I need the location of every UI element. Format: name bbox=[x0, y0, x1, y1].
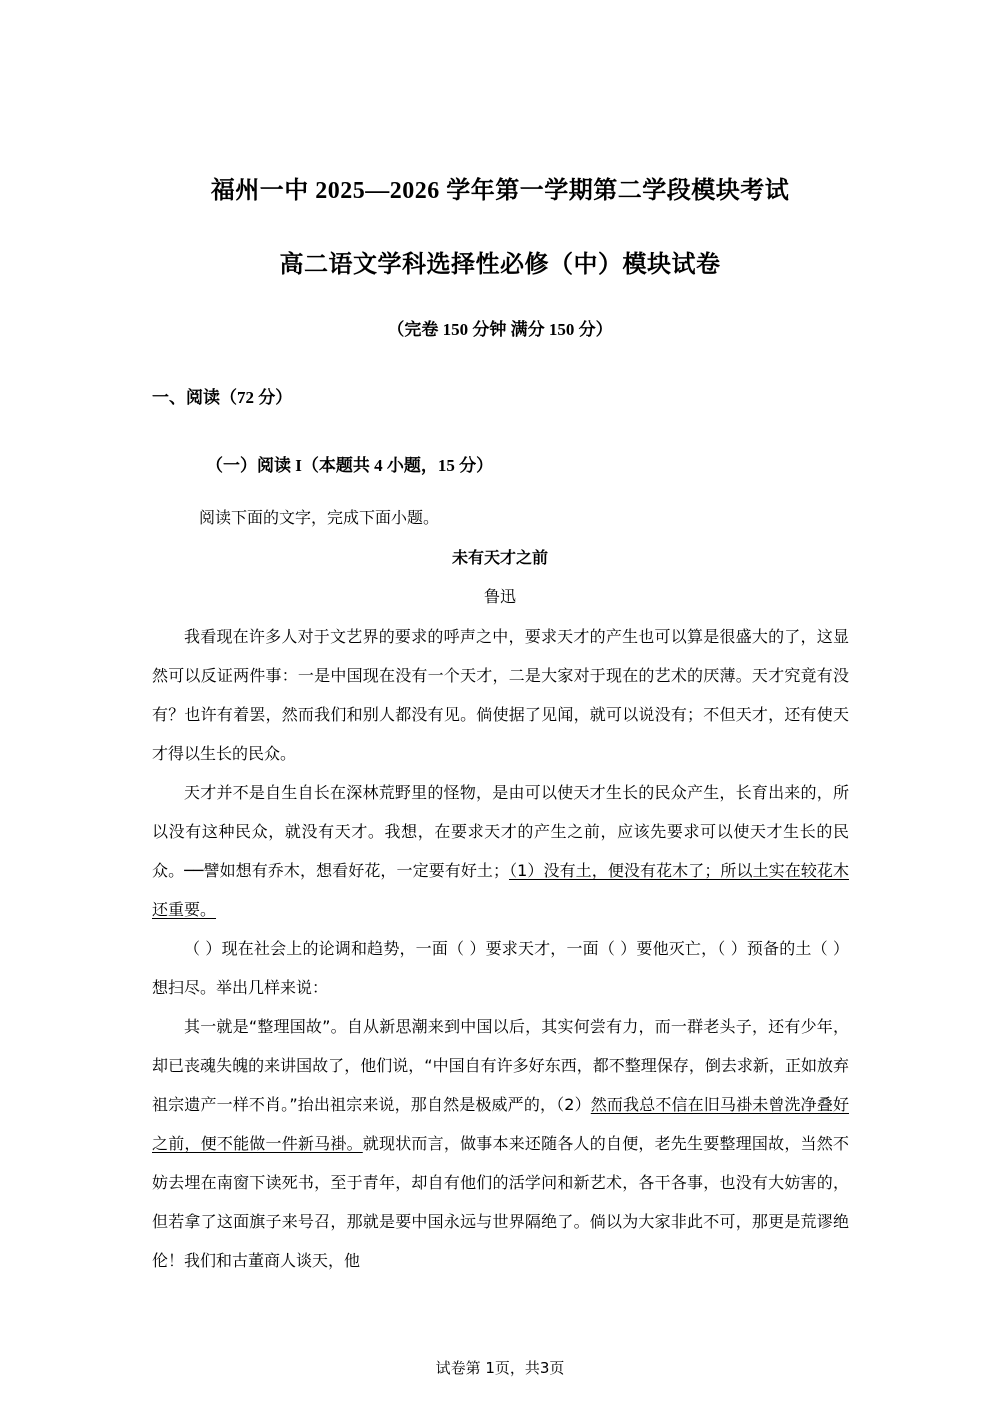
paragraph-4 bbox=[152, 1007, 849, 1280]
exam-title-line2: 高二语文学科选择性必修（中）模块试卷 bbox=[279, 252, 721, 278]
paragraph-3-text: （ ）现在社会上的论调和趋势，一面（ ）要求天才，一面（ ）要他灭亡，（ ）预备的土（ ）想扫尽。举出几样来说： bbox=[152, 939, 849, 997]
exam-info: （完卷 150 分钟 满分 150 分） bbox=[387, 320, 613, 339]
underlined-sentence-2: 然而我总不信在旧马褂未曾洗净叠好之前，便不能做一件新马褂。 bbox=[152, 1095, 849, 1153]
paragraph-4-text-a: 其一就是“整理国故”。自从新思潮来到中国以后，其实何尝有力，而一群老头子，还有少年，却已丧魂失魄的来讲国故了，他们说，“中国自有许多好东西，都不整理保存，倒去求新，正如放弃祖宗遗产一样不肖。”抬出祖宗来说，那自然是极威严的，（2） bbox=[152, 1017, 849, 1114]
paragraph-4-text-b: 就现状而言，做事本来还随各人的自便，老先生要整理国故，当然不妨去埋在南窗下读死书，至于青年，却自有他们的活学问和新艺术，各干各事，也没有大妨害的，但若拿了这面旗子来号召，那就是要中国永远与世界隔绝了。倘以为大家非此不可，那更是荒谬绝伦！我们和古董商人谈天，他 bbox=[152, 1134, 849, 1270]
section-heading: 一、阅读（72 分） bbox=[152, 388, 293, 407]
underlined-sentence-1: （1）没有土，便没有花木了；所以土实在较花木还重要。 bbox=[152, 861, 849, 919]
subsection-heading: （一）阅读 I（本题共 4 小题，15 分） bbox=[206, 456, 494, 475]
reading-instruction: 阅读下面的文字，完成下面小题。 bbox=[199, 508, 440, 527]
article-author: 鲁迅 bbox=[483, 587, 516, 606]
paragraph-3 bbox=[152, 929, 849, 1007]
paragraph-1-text: 我看现在许多人对于文艺界的要求的呼声之中，要求天才的产生也可以算是很盛大的了，这显然可以反证两件事：一是中国现在没有一个天才，二是大家对于现在的艺术的厌薄。天才究竟有没有？也许有着罢，然而我们和别人都没有见。倘使据了见闻，就可以说没有；不但天才，还有使天才得以生长的民众。 bbox=[152, 627, 849, 763]
article-body bbox=[152, 617, 849, 1280]
article-title: 未有天才之前 bbox=[451, 548, 548, 567]
exam-title-line1: 福州一中 2025—2026 学年第一学期第二学段模块考试 bbox=[210, 178, 790, 204]
page-footer: 试卷第 1页，共3页 bbox=[435, 1359, 565, 1377]
paragraph-2-text: 天才并不是自生自长在深林荒野里的怪物，是由可以使天才生长的民众产生，长育出来的，所以没有这种民众，就没有天才。我想，在要求天才的产生之前，应该先要求可以使天才生长的民众。──譬如想有乔木，想看好花，一定要有好土； bbox=[152, 783, 849, 880]
paragraph-2 bbox=[152, 773, 849, 929]
paragraph-1 bbox=[152, 617, 849, 773]
